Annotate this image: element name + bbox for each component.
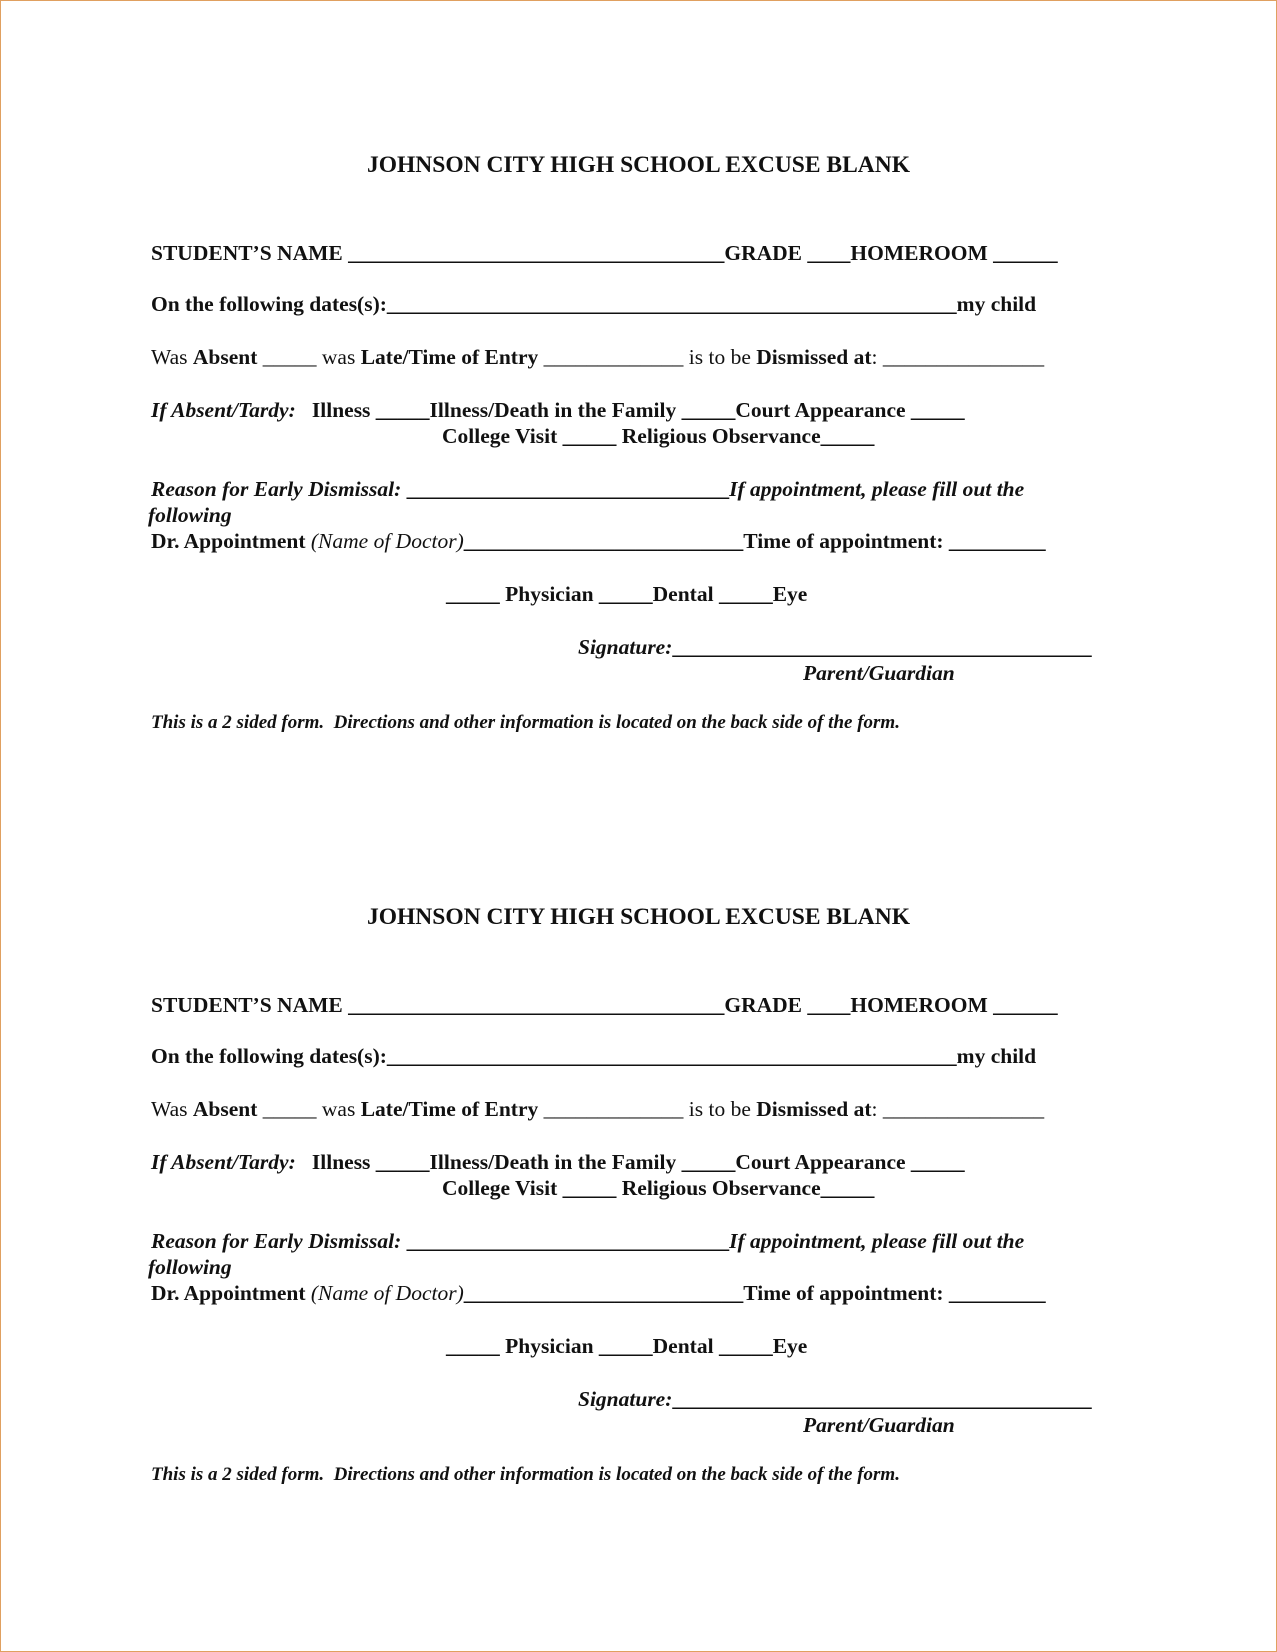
signature-row [578, 634, 1092, 660]
dismissed-label: Dismissed at [756, 345, 872, 369]
was-prefix: Was [151, 345, 193, 369]
student-name-field[interactable]: ___________________________________ [348, 241, 725, 265]
reason-field[interactable]: ______________________________ [406, 1229, 730, 1253]
reason-label: Reason for Early Dismissal: [151, 1229, 407, 1253]
student-name-row [151, 992, 1058, 1018]
early-dismissal-row [151, 476, 1024, 502]
signature-row [578, 1386, 1092, 1412]
doctor-row [151, 1280, 1046, 1306]
form-title: JOHNSON CITY HIGH SCHOOL EXCUSE BLANK [366, 152, 910, 178]
doctor-name-hint: (Name of Doctor) [310, 1281, 464, 1305]
doctor-row [151, 528, 1046, 554]
late-label: Late/Time of Entry [360, 1097, 539, 1121]
grade-label: GRADE [724, 993, 808, 1017]
dismissed-label: Dismissed at [756, 1097, 872, 1121]
absent-field[interactable]: _____ was [257, 1097, 361, 1121]
homeroom-field[interactable]: ______ [993, 241, 1058, 265]
college-options-text[interactable]: College Visit _____ Religious Observance_____ [442, 1176, 875, 1200]
absent-label: Absent [192, 1097, 258, 1121]
absent-label: Absent [192, 345, 258, 369]
if-absent-label: If Absent/Tardy: [151, 1150, 296, 1174]
dismissed-field[interactable]: : _______________ [871, 345, 1045, 369]
form-title: JOHNSON CITY HIGH SCHOOL EXCUSE BLANK [366, 904, 910, 930]
excuse-form-2 [0, 752, 1277, 1485]
homeroom-label: HOMEROOM [850, 241, 994, 265]
appointment-time-field[interactable]: Time of appointment: _________ [743, 1281, 1046, 1305]
my-child-label: my child [956, 292, 1037, 316]
college-options [442, 1175, 874, 1201]
dates-row [151, 1043, 1036, 1069]
college-options [442, 423, 874, 449]
illness-options[interactable]: Illness _____Illness/Death in the Family _____Court Appearance _____ [295, 1150, 965, 1174]
signature-label: Signature: [578, 635, 673, 659]
attendance-row [151, 1096, 1044, 1122]
student-name-label: STUDENT’S NAME [151, 241, 349, 265]
if-absent-label: If Absent/Tardy: [151, 398, 296, 422]
student-name-label: STUDENT’S NAME [151, 993, 349, 1017]
appointment-note-cont [148, 1254, 232, 1280]
doctor-name-field[interactable]: __________________________ [463, 529, 744, 553]
appointment-time-field[interactable]: Time of appointment: _________ [743, 529, 1046, 553]
my-child-label: my child [956, 1044, 1037, 1068]
signature-field[interactable]: _______________________________________ [672, 635, 1092, 659]
appointment-note-text: following [148, 1255, 232, 1279]
footer-note [151, 710, 900, 736]
attendance-row [151, 344, 1044, 370]
student-name-field[interactable]: ___________________________________ [348, 993, 725, 1017]
grade-label: GRADE [724, 241, 808, 265]
dates-label: On the following dates(s): [151, 1044, 387, 1068]
late-field[interactable]: _____________ is to be [538, 345, 757, 369]
doctor-name-hint: (Name of Doctor) [310, 529, 464, 553]
homeroom-label: HOMEROOM [850, 993, 994, 1017]
dates-field[interactable]: _____________________________________________________ [386, 292, 957, 316]
grade-field[interactable]: ____ [807, 241, 851, 265]
college-options-text[interactable]: College Visit _____ Religious Observance_____ [442, 424, 875, 448]
appointment-type-text[interactable]: _____ Physician _____Dental _____Eye [446, 1334, 808, 1358]
dates-field[interactable]: _____________________________________________________ [386, 1044, 957, 1068]
reason-field[interactable]: ______________________________ [406, 477, 730, 501]
absent-reason-row [151, 397, 965, 423]
appointment-note-cont [148, 502, 232, 528]
late-field[interactable]: _____________ is to be [538, 1097, 757, 1121]
dates-row [151, 291, 1036, 317]
reason-label: Reason for Early Dismissal: [151, 477, 407, 501]
footer-note-text: This is a 2 sided form. Directions and other information is located on the back side of the form. [151, 1464, 900, 1485]
dr-appointment-label: Dr. Appointment [151, 529, 311, 553]
guardian-label [803, 660, 955, 686]
guardian-label-text: Parent/Guardian [803, 661, 955, 685]
appointment-type-options [446, 581, 807, 607]
signature-field[interactable]: _______________________________________ [672, 1387, 1092, 1411]
excuse-form-1 [0, 0, 1277, 733]
early-dismissal-row [151, 1228, 1024, 1254]
appointment-type-text[interactable]: _____ Physician _____Dental _____Eye [446, 582, 808, 606]
guardian-label [803, 1412, 955, 1438]
appointment-note-text: following [148, 503, 232, 527]
illness-options[interactable]: Illness _____Illness/Death in the Family _____Court Appearance _____ [295, 398, 965, 422]
footer-note [151, 1462, 900, 1488]
guardian-label-text: Parent/Guardian [803, 1413, 955, 1437]
footer-note-text: This is a 2 sided form. Directions and other information is located on the back side of the form. [151, 712, 900, 733]
absent-field[interactable]: _____ was [257, 345, 361, 369]
dates-label: On the following dates(s): [151, 292, 387, 316]
appointment-note: If appointment, please fill out the [729, 477, 1025, 501]
doctor-name-field[interactable]: __________________________ [463, 1281, 744, 1305]
dismissed-field[interactable]: : _______________ [871, 1097, 1045, 1121]
homeroom-field[interactable]: ______ [993, 993, 1058, 1017]
was-prefix: Was [151, 1097, 193, 1121]
late-label: Late/Time of Entry [360, 345, 539, 369]
student-name-row [151, 240, 1058, 266]
appointment-type-options [446, 1333, 807, 1359]
signature-label: Signature: [578, 1387, 673, 1411]
grade-field[interactable]: ____ [807, 993, 851, 1017]
absent-reason-row [151, 1149, 965, 1175]
dr-appointment-label: Dr. Appointment [151, 1281, 311, 1305]
appointment-note: If appointment, please fill out the [729, 1229, 1025, 1253]
